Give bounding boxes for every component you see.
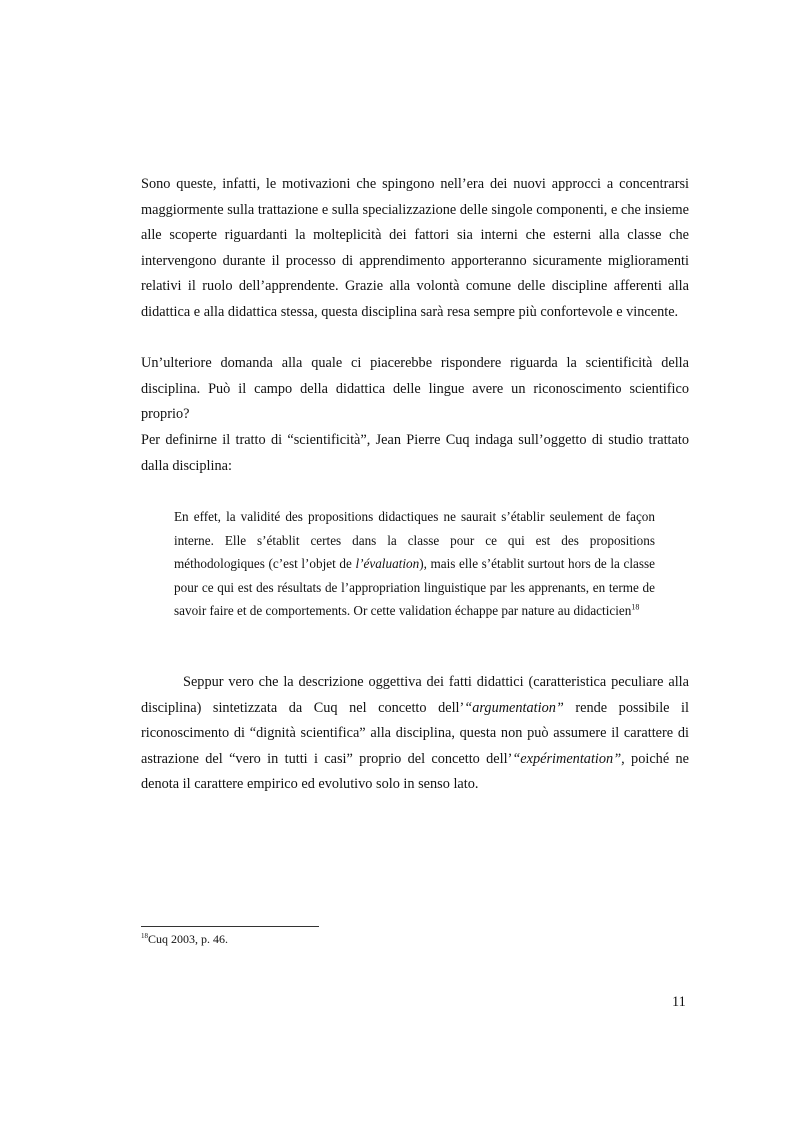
p4-text-2: rende possibile il riconoscimento di “dignità scientifica” alla disciplina, questa non può assumere il carattere di astrazione del “vero in tutti i casi” proprio del concetto dell’ bbox=[141, 699, 689, 767]
footnote-separator bbox=[141, 926, 319, 927]
page-number: 11 bbox=[672, 994, 686, 1010]
paragraph-motivations: Sono queste, infatti, le motivazioni che spingono nell’era dei nuovi approcci a concentrarsi maggiormente sulla trattazione e sulla specializzazione delle singole componenti, e che insieme alle scoperte riguardanti la molteplicità dei fattori sia interni che esterni alla classe che intervengono durante il processo di apprendimento apporteranno sicuramente miglioramenti relativi il ruolo dell’apprendente. Grazie alla volontà comune delle discipline afferenti alla didattica e alla didattica stessa, questa disciplina sarà resa sempre più confortevole e vincente. bbox=[141, 176, 689, 320]
footnote-reference[interactable]: 18 bbox=[631, 602, 640, 612]
paragraph-question: Un’ulteriore domanda alla quale ci piacerebbe rispondere riguarda la scientificità della disciplina. Può il campo della didattica delle lingue avere un riconoscimento scientifico proprio? bbox=[141, 355, 689, 423]
footnote bbox=[141, 931, 228, 947]
p4-text-3: , poiché ne denota il carattere empirico ed evolutivo solo in senso lato. bbox=[141, 750, 689, 793]
footnote-text: Cuq 2003, p. 46. bbox=[148, 932, 229, 946]
paragraph-cuq-intro: Per definirne il tratto di “scientificità”, Jean Pierre Cuq indaga sull’oggetto di studio trattato dalla disciplina: bbox=[141, 432, 689, 474]
footnote-number: 18 bbox=[141, 932, 148, 940]
block-quotation bbox=[174, 505, 655, 623]
quote-italic-term: l’évaluation bbox=[355, 556, 420, 572]
p4-text-1: Seppur vero che la descrizione oggettiva dei fatti didattici (caratteristica peculiare alla disciplina) sintetizzata da Cuq nel concetto dell’ bbox=[141, 674, 689, 716]
paragraph-argumentation bbox=[141, 670, 689, 798]
term-argumentation: “argumentation” bbox=[464, 699, 564, 716]
quote-text-start: En effet, la validité des propositions didactiques ne saurait s’établir seulement de façon interne. Elle s’établit certes dans la classe pour ce qui est des propositions méthodologiques (c’est l’objet de bbox=[174, 509, 655, 572]
term-experimentation: “expérimentation” bbox=[512, 750, 622, 767]
quote-text-end: ), mais elle s’établit surtout hors de la classe pour ce qui est des résultats de l’appropriation linguistique par les apprenants, en terme de savoir faire et de comportements. Or cette validation échappe par nature au didacticien bbox=[174, 556, 655, 619]
